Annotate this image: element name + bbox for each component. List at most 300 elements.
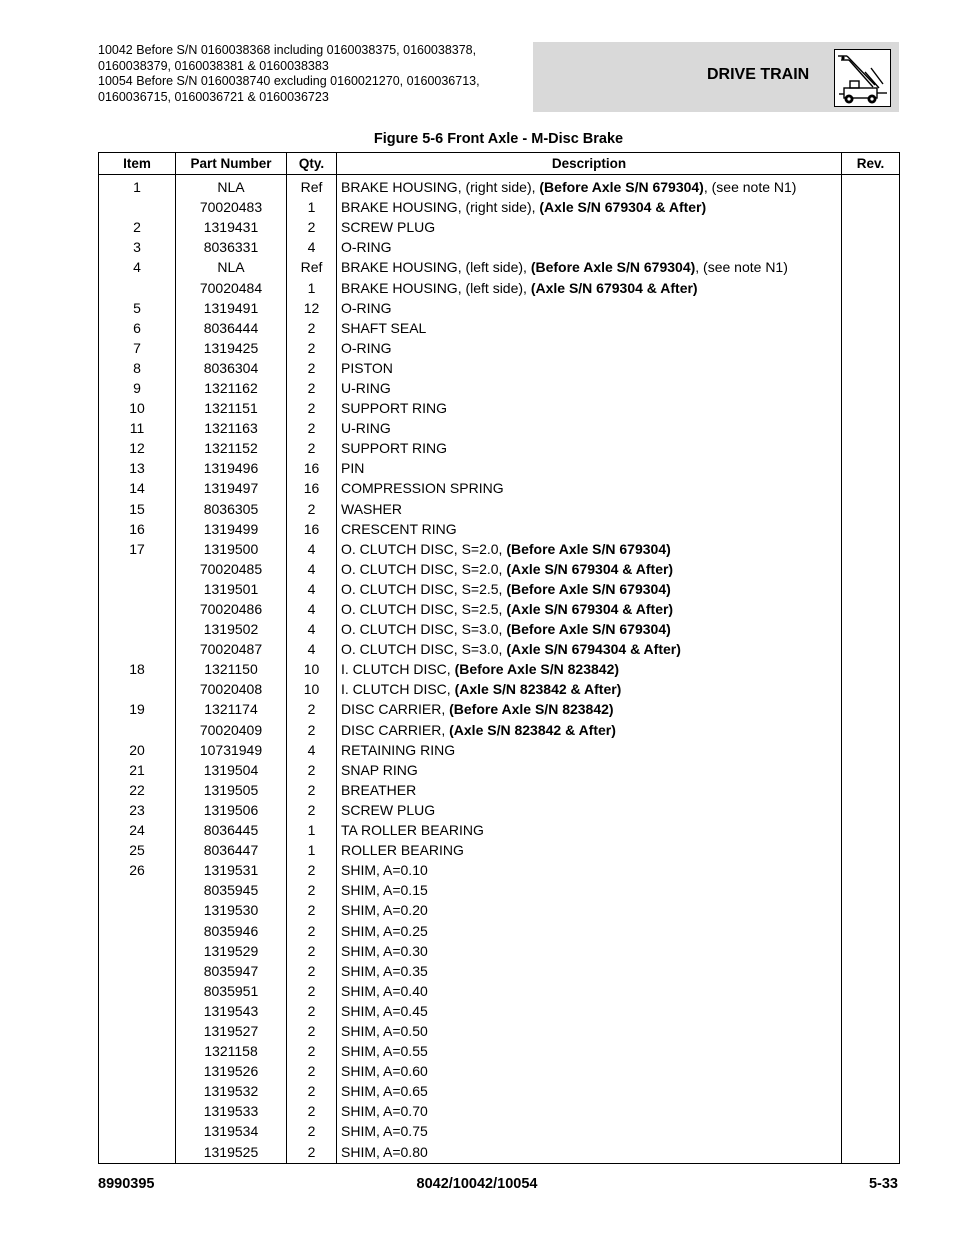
table-row xyxy=(99,175,900,198)
description-text: SNAP RING xyxy=(341,761,418,778)
serial-qualifier: (Axle S/N 679304 & After) xyxy=(539,199,707,216)
part-number-cell: 1321152 xyxy=(176,438,287,458)
qty-cell: Ref xyxy=(287,257,337,277)
applicability-line: 0160038379, 0160038381 & 0160038383 xyxy=(98,58,329,73)
item-cell xyxy=(99,1041,176,1061)
item-cell xyxy=(99,599,176,619)
description-cell xyxy=(337,539,842,559)
rev-cell xyxy=(842,217,900,237)
qty-cell: 16 xyxy=(287,478,337,498)
description-text: RETAINING RING xyxy=(341,741,456,758)
table-row xyxy=(99,800,900,820)
serial-qualifier: (Axle S/N 679304 & After) xyxy=(506,601,674,618)
qty-cell: 2 xyxy=(287,800,337,820)
part-number-cell: 1319501 xyxy=(176,579,287,599)
table-row xyxy=(99,860,900,880)
part-number-cell: 1321151 xyxy=(176,398,287,418)
table-row xyxy=(99,478,900,498)
part-number-cell: NLA xyxy=(176,257,287,277)
item-cell xyxy=(99,197,176,217)
rev-cell xyxy=(842,1041,900,1061)
rev-cell xyxy=(842,1001,900,1021)
item-cell: 8 xyxy=(99,358,176,378)
qty-cell: 4 xyxy=(287,599,337,619)
serial-qualifier: (Before Axle S/N 679304) xyxy=(530,259,696,276)
qty-cell: 2 xyxy=(287,1021,337,1041)
qty-cell: 4 xyxy=(287,237,337,257)
table-row xyxy=(99,358,900,378)
qty-cell: 4 xyxy=(287,619,337,639)
description-cell xyxy=(337,1121,842,1141)
item-cell: 17 xyxy=(99,539,176,559)
part-number-cell: NLA xyxy=(176,175,287,198)
serial-qualifier: (Before Axle S/N 679304) xyxy=(506,540,671,557)
table-row xyxy=(99,1041,900,1061)
description-note: , (see note N1) xyxy=(703,179,797,196)
qty-cell: 2 xyxy=(287,961,337,981)
item-cell: 1 xyxy=(99,175,176,198)
qty-cell: 2 xyxy=(287,398,337,418)
qty-cell: 1 xyxy=(287,197,337,217)
part-number-cell: 10731949 xyxy=(176,740,287,760)
rev-cell xyxy=(842,740,900,760)
item-cell: 23 xyxy=(99,800,176,820)
description-text: PISTON xyxy=(341,359,393,376)
part-number-cell: 70020485 xyxy=(176,559,287,579)
part-number-cell: 1319497 xyxy=(176,478,287,498)
rev-cell xyxy=(842,800,900,820)
table-row xyxy=(99,559,900,579)
qty-cell: 4 xyxy=(287,579,337,599)
description-cell xyxy=(337,740,842,760)
qty-cell: 12 xyxy=(287,298,337,318)
item-cell xyxy=(99,941,176,961)
rev-cell xyxy=(842,539,900,559)
description-cell xyxy=(337,438,842,458)
description-text: DISC CARRIER, xyxy=(341,721,450,738)
rev-cell xyxy=(842,1061,900,1081)
item-cell: 26 xyxy=(99,860,176,880)
description-text: SHAFT SEAL xyxy=(341,319,427,336)
description-text: TA ROLLER BEARING xyxy=(341,822,484,839)
qty-cell: 4 xyxy=(287,559,337,579)
section-header xyxy=(533,42,899,112)
table-row xyxy=(99,599,900,619)
item-cell xyxy=(99,579,176,599)
part-number-cell: 1319532 xyxy=(176,1081,287,1101)
description-text: WASHER xyxy=(341,500,402,517)
rev-cell xyxy=(842,941,900,961)
description-text: SHIM, A=0.50 xyxy=(341,1022,428,1039)
qty-cell: 2 xyxy=(287,1001,337,1021)
qty-cell: 2 xyxy=(287,318,337,338)
item-cell: 10 xyxy=(99,398,176,418)
rev-cell xyxy=(842,175,900,198)
description-cell xyxy=(337,1021,842,1041)
table-row xyxy=(99,318,900,338)
item-cell: 18 xyxy=(99,659,176,679)
item-cell: 3 xyxy=(99,237,176,257)
table-row xyxy=(99,197,900,217)
qty-cell: 2 xyxy=(287,418,337,438)
item-cell xyxy=(99,1121,176,1141)
description-cell xyxy=(337,1101,842,1121)
table-row xyxy=(99,277,900,297)
description-text: SHIM, A=0.65 xyxy=(341,1083,428,1100)
table-row xyxy=(99,1121,900,1141)
table-row xyxy=(99,1081,900,1101)
column-header-item: Item xyxy=(99,153,176,175)
qty-cell: 2 xyxy=(287,338,337,358)
part-number-cell: 70020409 xyxy=(176,720,287,740)
rev-cell xyxy=(842,619,900,639)
description-text: O. CLUTCH DISC, S=3.0, xyxy=(341,641,507,658)
rev-cell xyxy=(842,257,900,277)
serial-qualifier: (Axle S/N 679304 & After) xyxy=(530,279,698,296)
item-cell: 21 xyxy=(99,760,176,780)
item-cell: 19 xyxy=(99,699,176,719)
table-row xyxy=(99,217,900,237)
qty-cell: 4 xyxy=(287,539,337,559)
part-number-cell: 1319496 xyxy=(176,458,287,478)
rev-cell xyxy=(842,639,900,659)
description-text: SHIM, A=0.35 xyxy=(341,962,428,979)
figure-title: Figure 5-6 Front Axle - M-Disc Brake xyxy=(373,131,624,147)
rev-cell xyxy=(842,900,900,920)
description-text: SHIM, A=0.45 xyxy=(341,1002,428,1019)
table-row xyxy=(99,820,900,840)
table-row xyxy=(99,499,900,519)
description-cell xyxy=(337,1081,842,1101)
description-cell xyxy=(337,358,842,378)
description-text: SCREW PLUG xyxy=(341,219,436,236)
part-number-cell: 70020484 xyxy=(176,277,287,297)
description-cell xyxy=(337,499,842,519)
description-text: O-RING xyxy=(341,239,392,256)
description-cell xyxy=(337,639,842,659)
description-note: , (see note N1) xyxy=(695,259,788,276)
part-number-cell: 70020486 xyxy=(176,599,287,619)
part-number-cell: 1321174 xyxy=(176,699,287,719)
item-cell: 12 xyxy=(99,438,176,458)
description-text: SHIM, A=0.30 xyxy=(341,942,428,959)
item-cell xyxy=(99,559,176,579)
description-text: SHIM, A=0.10 xyxy=(341,862,428,879)
serial-qualifier: (Before Axle S/N 679304) xyxy=(506,621,671,638)
part-number-cell: 1319431 xyxy=(176,217,287,237)
table-row xyxy=(99,398,900,418)
part-number-cell: 70020487 xyxy=(176,639,287,659)
table-row xyxy=(99,900,900,920)
description-text: BRAKE HOUSING, (right side), xyxy=(341,179,540,196)
qty-cell: 1 xyxy=(287,820,337,840)
description-text: SHIM, A=0.60 xyxy=(341,1063,428,1080)
item-cell: 22 xyxy=(99,780,176,800)
description-cell xyxy=(337,720,842,740)
description-cell xyxy=(337,398,842,418)
part-number-cell: 70020408 xyxy=(176,679,287,699)
telehandler-icon xyxy=(834,49,891,107)
description-cell xyxy=(337,760,842,780)
description-cell xyxy=(337,1001,842,1021)
rev-cell xyxy=(842,720,900,740)
qty-cell: 2 xyxy=(287,920,337,940)
item-cell: 9 xyxy=(99,378,176,398)
table-row xyxy=(99,1101,900,1121)
item-cell: 16 xyxy=(99,519,176,539)
table-row xyxy=(99,961,900,981)
description-text: SCREW PLUG xyxy=(341,801,436,818)
part-number-cell: 1319500 xyxy=(176,539,287,559)
description-cell xyxy=(337,458,842,478)
qty-cell: 2 xyxy=(287,880,337,900)
qty-cell: 4 xyxy=(287,639,337,659)
description-text: O. CLUTCH DISC, S=2.5, xyxy=(341,580,507,597)
item-cell: 2 xyxy=(99,217,176,237)
rev-cell xyxy=(842,920,900,940)
rev-cell xyxy=(842,699,900,719)
rev-cell xyxy=(842,418,900,438)
description-cell xyxy=(337,941,842,961)
part-number-cell: 70020483 xyxy=(176,197,287,217)
part-number-cell: 8036305 xyxy=(176,499,287,519)
table-row xyxy=(99,920,900,940)
rev-cell xyxy=(842,338,900,358)
item-cell xyxy=(99,1001,176,1021)
qty-cell: Ref xyxy=(287,175,337,198)
qty-cell: 2 xyxy=(287,780,337,800)
description-cell xyxy=(337,1061,842,1081)
part-number-cell: 1321163 xyxy=(176,418,287,438)
applicability-line: 10054 Before S/N 0160038740 excluding 0160021270, 0160036713, xyxy=(98,74,480,88)
column-header-qty: Qty. xyxy=(287,153,337,175)
item-cell: 4 xyxy=(99,257,176,277)
description-cell xyxy=(337,840,842,860)
part-number-cell: 1321150 xyxy=(176,659,287,679)
rev-cell xyxy=(842,237,900,257)
qty-cell: 16 xyxy=(287,458,337,478)
column-header-description: Description xyxy=(337,153,842,175)
item-cell xyxy=(99,277,176,297)
part-number-cell: 1319526 xyxy=(176,1061,287,1081)
qty-cell: 2 xyxy=(287,760,337,780)
table-row xyxy=(99,257,900,277)
qty-cell: 4 xyxy=(287,740,337,760)
qty-cell: 2 xyxy=(287,981,337,1001)
applicability-line: 0160036715, 0160036721 & 0160036723 xyxy=(98,89,329,104)
description-text: COMPRESSION SPRING xyxy=(341,480,504,497)
item-cell xyxy=(99,1101,176,1121)
item-cell xyxy=(99,720,176,740)
item-cell xyxy=(99,961,176,981)
item-cell xyxy=(99,1081,176,1101)
description-cell xyxy=(337,257,842,277)
item-cell: 15 xyxy=(99,499,176,519)
column-header-rev: Rev. xyxy=(842,153,900,175)
description-cell xyxy=(337,579,842,599)
rev-cell xyxy=(842,599,900,619)
rev-cell xyxy=(842,780,900,800)
item-cell: 5 xyxy=(99,298,176,318)
part-number-cell: 1321158 xyxy=(176,1041,287,1061)
qty-cell: 2 xyxy=(287,1041,337,1061)
serial-qualifier: (Before Axle S/N 679304) xyxy=(506,580,671,597)
table-header-row xyxy=(99,153,900,175)
description-text: BRAKE HOUSING, (right side), xyxy=(341,199,540,216)
part-number-cell: 8036331 xyxy=(176,237,287,257)
description-text: SUPPORT RING xyxy=(341,400,448,417)
item-cell: 13 xyxy=(99,458,176,478)
description-text: BRAKE HOUSING, (left side), xyxy=(341,279,531,296)
item-cell xyxy=(99,1021,176,1041)
description-text: SHIM, A=0.80 xyxy=(341,1143,428,1160)
serial-qualifier: (Axle S/N 823842 & After) xyxy=(449,721,616,738)
part-number-cell: 1319533 xyxy=(176,1101,287,1121)
description-text: O-RING xyxy=(341,339,392,356)
description-cell xyxy=(337,961,842,981)
part-number-cell: 1319529 xyxy=(176,941,287,961)
part-number-cell: 8035946 xyxy=(176,920,287,940)
description-cell xyxy=(337,619,842,639)
part-number-cell: 1319525 xyxy=(176,1142,287,1164)
description-cell xyxy=(337,860,842,880)
rev-cell xyxy=(842,438,900,458)
serial-qualifier: (Before Axle S/N 823842) xyxy=(449,701,614,718)
qty-cell: 2 xyxy=(287,1121,337,1141)
rev-cell xyxy=(842,1081,900,1101)
table-row xyxy=(99,237,900,257)
part-number-cell: 1319543 xyxy=(176,1001,287,1021)
part-number-cell: 8035945 xyxy=(176,880,287,900)
description-text: PIN xyxy=(341,460,365,477)
description-cell xyxy=(337,559,842,579)
description-cell xyxy=(337,378,842,398)
part-number-cell: 8035951 xyxy=(176,981,287,1001)
description-cell xyxy=(337,217,842,237)
description-cell xyxy=(337,699,842,719)
rev-cell xyxy=(842,378,900,398)
table-row xyxy=(99,639,900,659)
description-cell xyxy=(337,820,842,840)
qty-cell: 2 xyxy=(287,1142,337,1164)
table-row xyxy=(99,1142,900,1164)
serial-qualifier: (Before Axle S/N 823842) xyxy=(454,661,620,678)
description-text: SHIM, A=0.70 xyxy=(341,1103,428,1120)
item-cell: 14 xyxy=(99,478,176,498)
rev-cell xyxy=(842,197,900,217)
part-number-cell: 1319502 xyxy=(176,619,287,639)
qty-cell: 10 xyxy=(287,659,337,679)
description-text: SHIM, A=0.55 xyxy=(341,1043,428,1060)
item-cell xyxy=(99,1142,176,1164)
description-cell xyxy=(337,981,842,1001)
rev-cell xyxy=(842,398,900,418)
item-cell: 25 xyxy=(99,840,176,860)
description-text: SHIM, A=0.25 xyxy=(341,922,428,939)
table-row xyxy=(99,438,900,458)
description-cell xyxy=(337,277,842,297)
item-cell xyxy=(99,639,176,659)
rev-cell xyxy=(842,961,900,981)
rev-cell xyxy=(842,880,900,900)
item-cell xyxy=(99,1061,176,1081)
rev-cell xyxy=(842,1021,900,1041)
table-row xyxy=(99,760,900,780)
description-cell xyxy=(337,780,842,800)
rev-cell xyxy=(842,298,900,318)
qty-cell: 2 xyxy=(287,941,337,961)
description-cell xyxy=(337,920,842,940)
qty-cell: 2 xyxy=(287,1101,337,1121)
description-text: CRESCENT RING xyxy=(341,520,457,537)
table-row xyxy=(99,699,900,719)
description-text: ROLLER BEARING xyxy=(341,842,464,859)
description-text: SHIM, A=0.40 xyxy=(341,982,428,999)
rev-cell xyxy=(842,1101,900,1121)
part-number-cell: 1319506 xyxy=(176,800,287,820)
part-number-cell: 1321162 xyxy=(176,378,287,398)
serial-qualifier: (Axle S/N 6794304 & After) xyxy=(506,641,681,658)
rev-cell xyxy=(842,318,900,338)
part-number-cell: 1319499 xyxy=(176,519,287,539)
table-row xyxy=(99,458,900,478)
description-cell xyxy=(337,1142,842,1164)
rev-cell xyxy=(842,840,900,860)
table-row xyxy=(99,619,900,639)
qty-cell: 2 xyxy=(287,358,337,378)
column-header-part-number: Part Number xyxy=(176,153,287,175)
table-row xyxy=(99,1061,900,1081)
description-cell xyxy=(337,900,842,920)
table-row xyxy=(99,780,900,800)
serial-qualifier: (Axle S/N 679304 & After) xyxy=(506,560,674,577)
part-number-cell: 1319530 xyxy=(176,900,287,920)
qty-cell: 2 xyxy=(287,217,337,237)
description-cell xyxy=(337,338,842,358)
table-row xyxy=(99,1021,900,1041)
table-row xyxy=(99,579,900,599)
item-cell: 6 xyxy=(99,318,176,338)
applicability-line: 10042 Before S/N 0160038368 including 0160038375, 0160038378, xyxy=(98,43,477,57)
qty-cell: 2 xyxy=(287,438,337,458)
description-cell xyxy=(337,800,842,820)
description-cell xyxy=(337,418,842,438)
qty-cell: 2 xyxy=(287,720,337,740)
description-text: SHIM, A=0.20 xyxy=(341,902,428,919)
qty-cell: 2 xyxy=(287,1081,337,1101)
description-cell xyxy=(337,519,842,539)
qty-cell: 1 xyxy=(287,840,337,860)
description-cell xyxy=(337,478,842,498)
qty-cell: 10 xyxy=(287,679,337,699)
qty-cell: 2 xyxy=(287,378,337,398)
description-cell xyxy=(337,599,842,619)
qty-cell: 2 xyxy=(287,1061,337,1081)
description-text: SHIM, A=0.75 xyxy=(341,1123,428,1140)
qty-cell: 2 xyxy=(287,499,337,519)
serial-qualifier: (Axle S/N 823842 & After) xyxy=(454,681,622,698)
table-row xyxy=(99,539,900,559)
rev-cell xyxy=(842,860,900,880)
description-cell xyxy=(337,175,842,198)
item-cell: 24 xyxy=(99,820,176,840)
description-text: I. CLUTCH DISC, xyxy=(341,661,455,678)
rev-cell xyxy=(842,820,900,840)
table-row xyxy=(99,679,900,699)
part-number-cell: 1319534 xyxy=(176,1121,287,1141)
rev-cell xyxy=(842,358,900,378)
description-cell xyxy=(337,880,842,900)
